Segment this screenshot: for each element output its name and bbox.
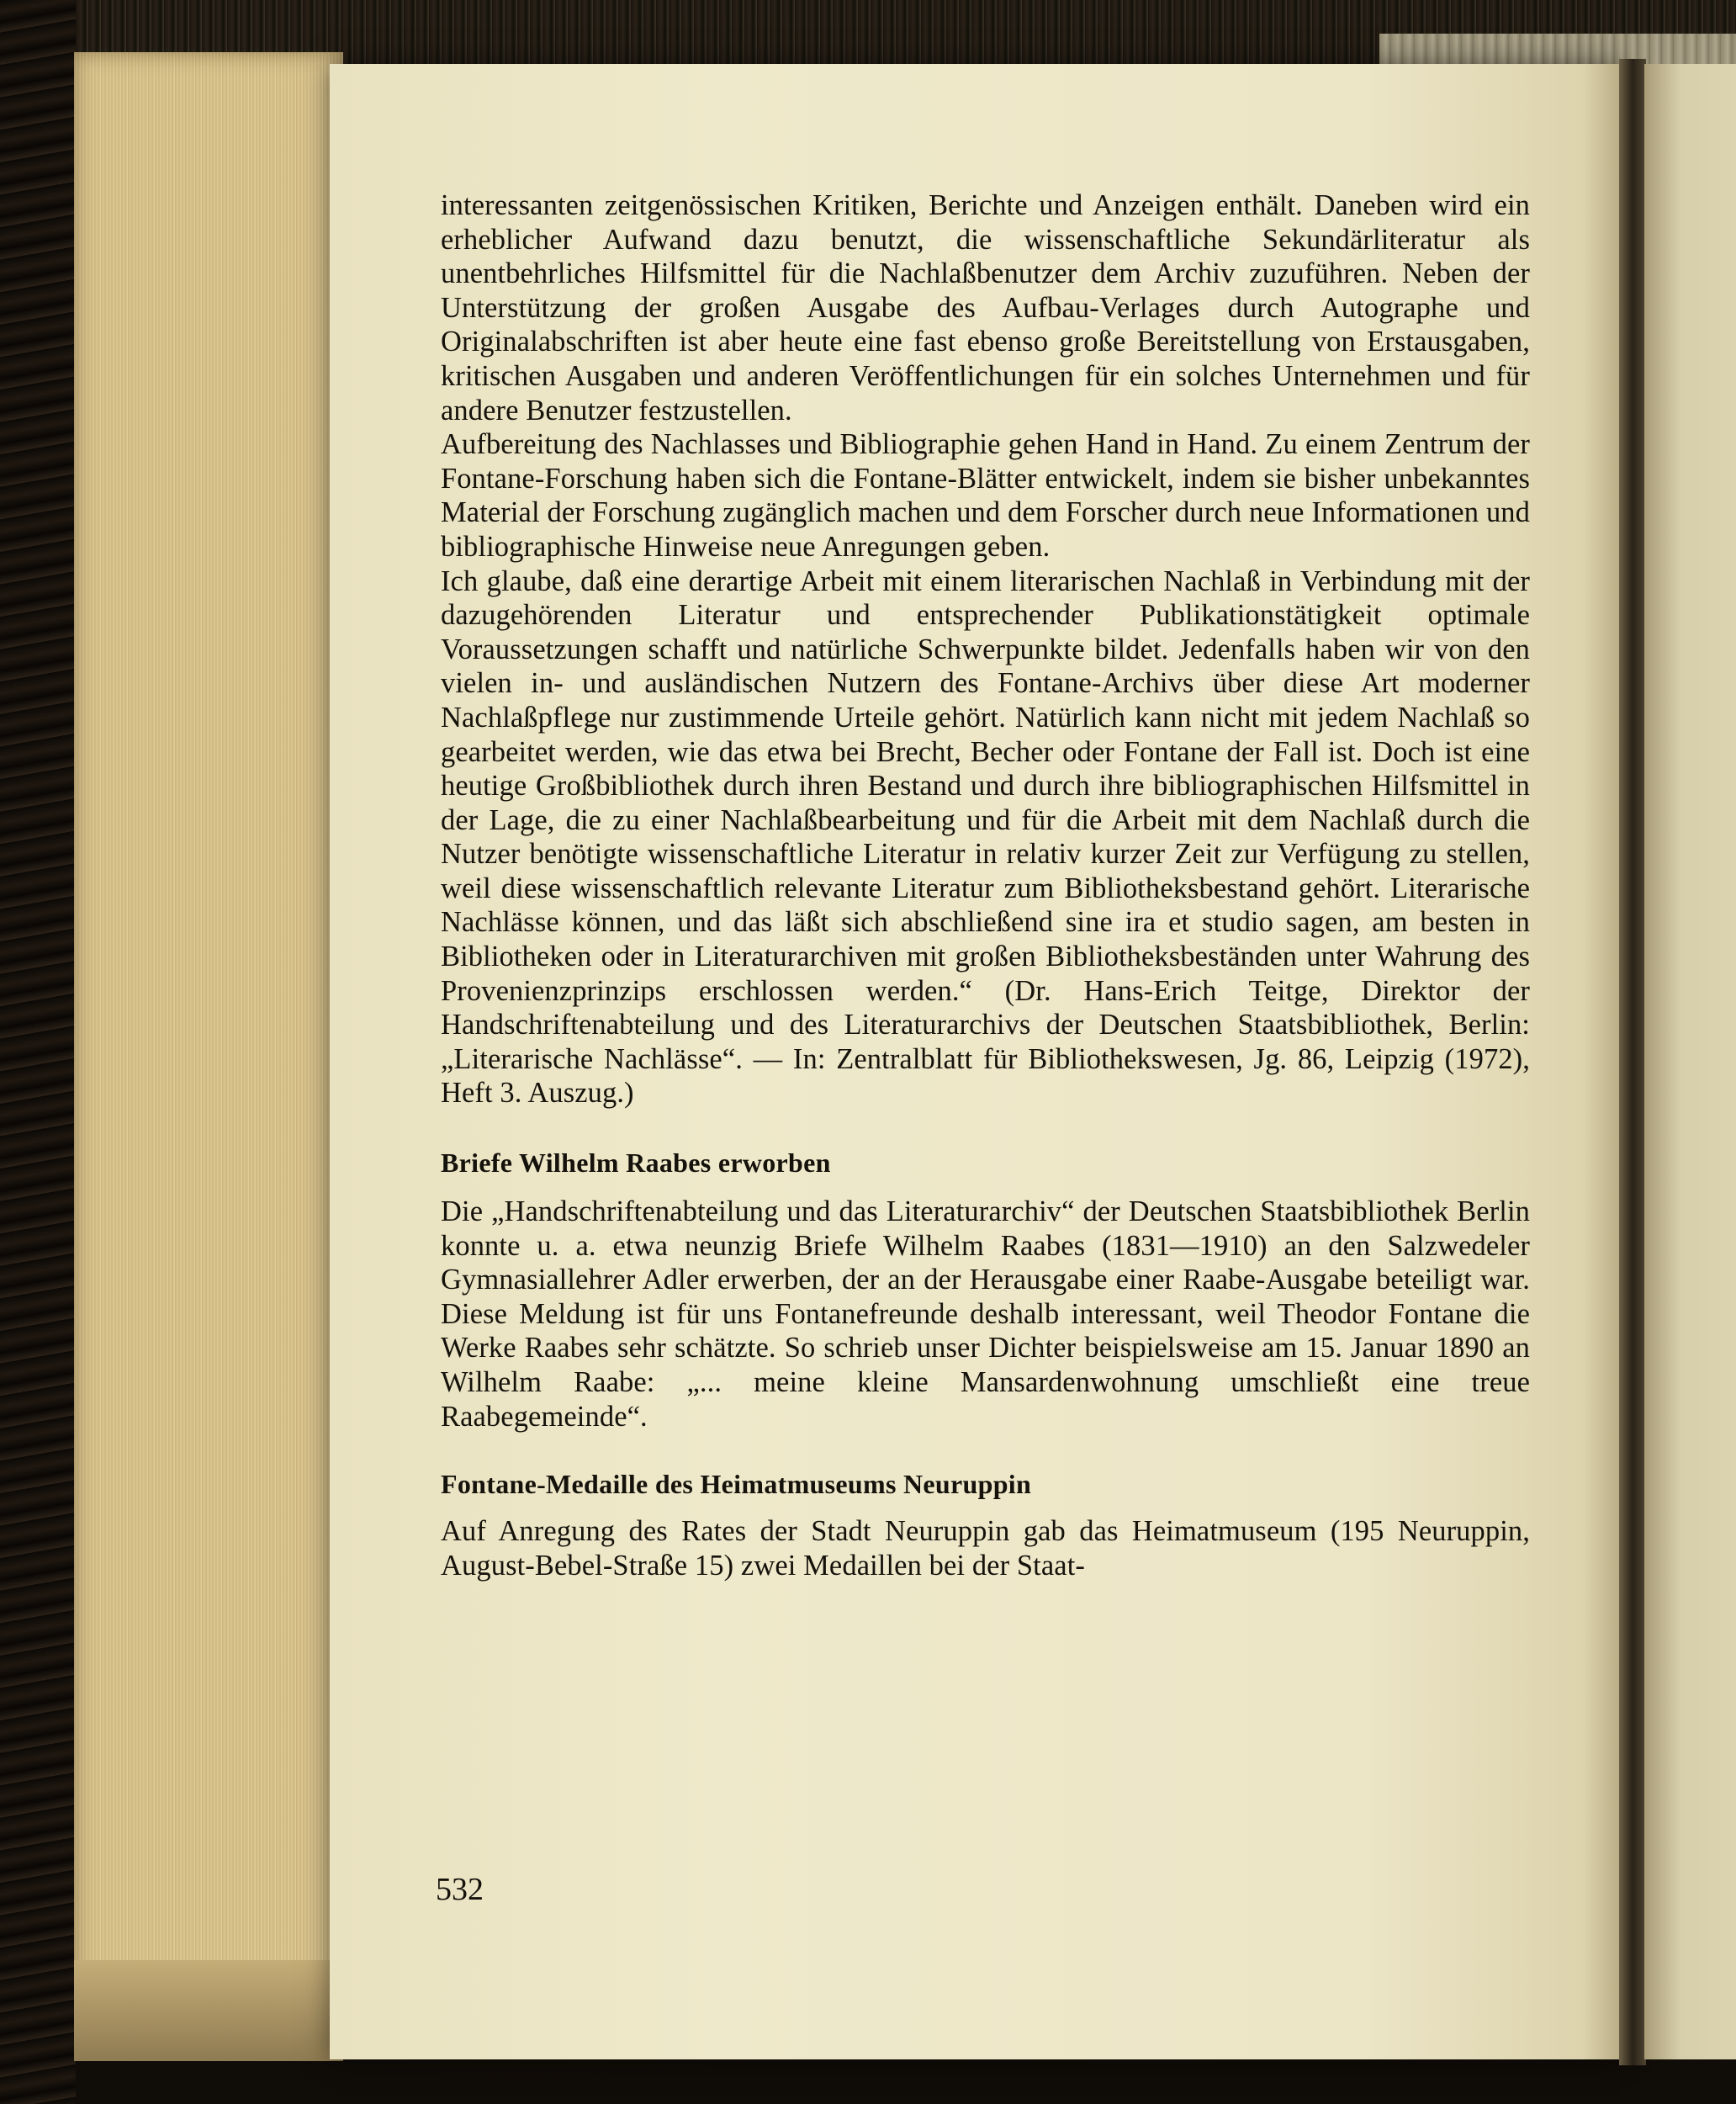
cover-edge <box>0 0 76 2104</box>
page-text-block <box>441 188 1530 1582</box>
section-heading-medaille: Fontane-Medaille des Heimatmuseums Neuruppin <box>441 1469 1032 1500</box>
facing-page-edge <box>1644 64 1736 2059</box>
paragraph-3: Ich glaube, daß eine derartige Arbeit mit einem literarischen Nachlaß in Verbindung mit der dazugehörenden Literatur und entsprechender Publikationstätigkeit optimale Voraussetzungen schafft und natürliche Schwerpunkte bildet. Jedenfalls haben wir von den vielen in- und ausländischen Nutzern des Fontane-Archivs über diese Art moderner Nachlaßpflege nur zustimmende Urteile gehört. Natürlich kann nicht mit jedem Nachlaß so gearbeitet werden, wie das etwa bei Brecht, Becher oder Fontane der Fall ist. Doch ist eine heutige Großbibliothek durch ihren Bestand und durch ihre bibliographischen Hilfsmittel in der Lage, die zu einer Nachlaßbearbeitung und für die Arbeit mit dem Nachlaß durch die Nutzer benötigte wissenschaftliche Literatur in relativ kurzer Zeit zur Verfügung zu stellen, weil diese wissenschaftlich relevante Literatur zum Bibliotheksbestand gehört. Literarische Nachlässe können, und das läßt sich abschließend sine ira et studio sagen, am besten in Bibliotheken oder in Literaturarchiven mit großen Bibliotheksbeständen unter Wahrung des Provenienzprinzips erschlossen werden.“ (Dr. Hans-Erich Teitge, Direktor der Handschriftenabteilung und des Literaturarchivs der Deutschen Staatsbibliothek, Berlin: „Literarische Nachlässe“. — In: Zentralblatt für Bibliothekswesen, Jg. 86, Leipzig (1972), Heft 3. Auszug.) <box>441 564 1530 1110</box>
section-body-raabe: Die „Handschriftenabteilung und das Literaturarchiv“ der Deutschen Staatsbibliothek Berlin konnte u. a. etwa neunzig Briefe Wilhelm Raabes (1831—1910) an den Salzwedeler Gymnasiallehrer Adler erwerben, der an der Herausgabe einer Raabe-Ausgabe beteiligt war. Diese Meldung ist für uns Fontanefreunde deshalb interessant, weil Theodor Fontane die Werke Raabes sehr schätzte. So schrieb unser Dichter beispielsweise am 15. Januar 1890 an Wilhelm Raabe: „... meine kleine Mansardenwohnung umschließt eine treue Raabegemeinde“. <box>441 1195 1530 1433</box>
section-body-medaille: Auf Anregung des Rates der Stadt Neuruppin gab das Heimatmuseum (195 Neuruppin, August-Bebel-Straße 15) zwei Medaillen bei der Staat- <box>441 1515 1530 1582</box>
section-heading-raabe: Briefe Wilhelm Raabes erworben <box>441 1147 831 1179</box>
stacked-page-edges-bottom <box>74 1960 343 2061</box>
page-number: 532 <box>436 1872 484 1907</box>
book-gutter <box>1619 59 1646 2065</box>
paragraph-2: Aufbereitung des Nachlasses und Bibliographie gehen Hand in Hand. Zu einem Zentrum der Fontane-Forschung haben sich die Fontane-Blätter entwickelt, indem sie bisher unbekanntes Material der Forschung zugänglich machen und dem Forscher durch neue Informationen und bibliographische Hinweise neue Anregungen geben. <box>441 428 1530 563</box>
paragraph-1: interessanten zeitgenössischen Kritiken, Berichte und Anzeigen enthält. Daneben wird ein erheblicher Aufwand dazu benutzt, die wissenschaftliche Sekundärliteratur als unentbehrliches Hilfsmittel für die Nachlaßbenutzer dem Archiv zuzuführen. Neben der Unterstützung der großen Ausgabe des Aufbau-Verlages durch Autographe und Originalabschriften ist aber heute eine fast ebenso große Bereitstellung von Erstausgaben, kritischen Ausgaben und anderen Veröffentlichungen für ein solches Unternehmen und für andere Benutzer festzustellen. <box>441 189 1530 427</box>
stacked-page-edges <box>74 52 343 1995</box>
